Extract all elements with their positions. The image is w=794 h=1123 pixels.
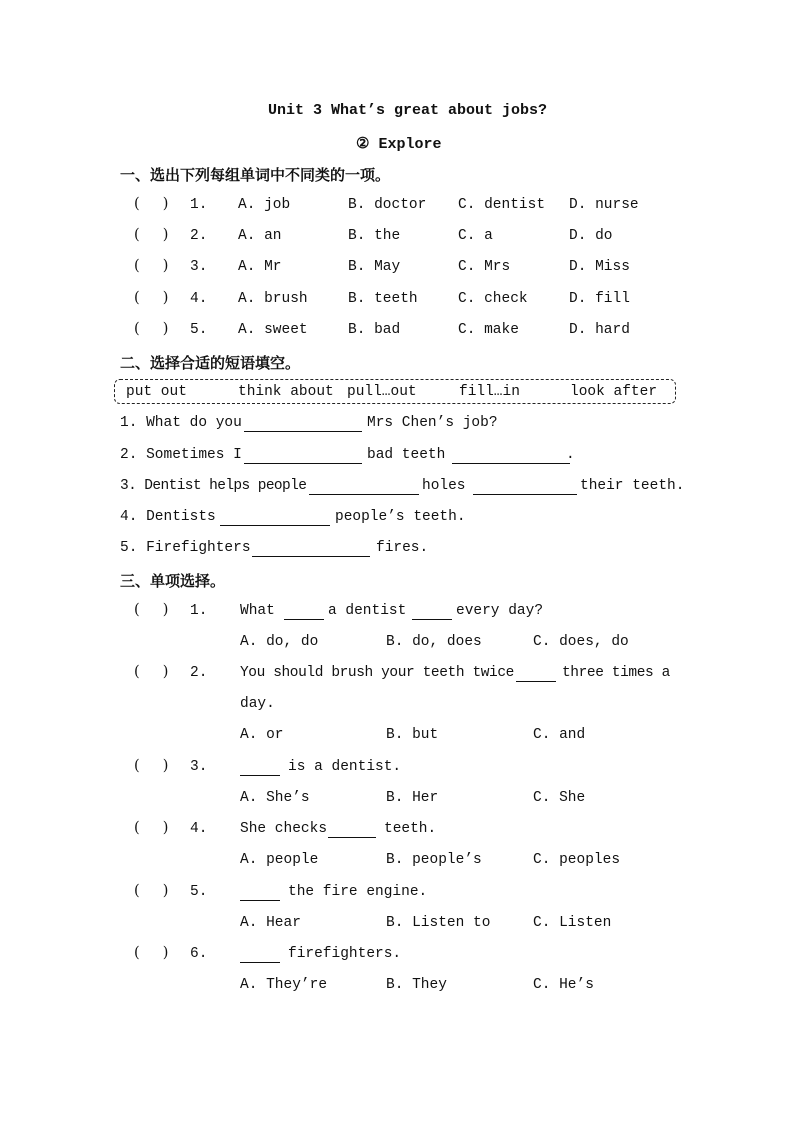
answer-bracket[interactable]: ( ) (134, 664, 169, 680)
option-a: A. people (240, 852, 319, 868)
option-a: A. She’s (240, 790, 310, 806)
item-number: 2. (190, 228, 208, 244)
item-number: 4. (190, 291, 208, 307)
question-text: What (240, 603, 275, 619)
sentence-text: 3. Dentist helps people (120, 478, 307, 494)
sentence-text: Mrs Chen’s job? (367, 415, 498, 431)
question-text: teeth. (384, 821, 437, 837)
option-a: A. or (240, 727, 284, 743)
answer-bracket[interactable]: ( ) (134, 290, 169, 306)
option-a: A. They’re (240, 977, 328, 993)
answer-blank[interactable] (284, 618, 324, 620)
option-a: A. sweet (238, 322, 308, 338)
answer-blank[interactable] (220, 524, 330, 526)
sentence-text: 5. Firefighters (120, 540, 251, 556)
phrase-item: think about (238, 384, 334, 400)
item-number: 3. (190, 759, 208, 775)
question-text: three times a (562, 665, 670, 681)
answer-bracket[interactable]: ( ) (134, 227, 169, 243)
sentence-text: people’s teeth. (335, 509, 466, 525)
option-a: A. job (238, 197, 291, 213)
sentence-text: holes (422, 478, 466, 494)
item-number: 2. (190, 665, 208, 681)
section3-heading: 三、单项选择。 (120, 572, 226, 590)
option-c: C. does, do (533, 634, 629, 650)
option-b: B. the (348, 228, 401, 244)
phrase-item: put out (126, 384, 187, 400)
item-number: 5. (190, 322, 208, 338)
option-d: D. hard (569, 322, 630, 338)
option-d: D. fill (569, 291, 630, 307)
question-text: the fire engine. (288, 884, 428, 900)
answer-bracket[interactable]: ( ) (134, 196, 169, 212)
option-b: B. doctor (348, 197, 427, 213)
question-text: every day? (456, 603, 544, 619)
page-subtitle: ② Explore (356, 136, 442, 153)
answer-blank[interactable] (309, 493, 419, 495)
item-number: 6. (190, 946, 208, 962)
option-d: D. nurse (569, 197, 639, 213)
option-c: C. She (533, 790, 586, 806)
sentence-text: 1. What do you (120, 415, 242, 431)
answer-blank[interactable] (473, 493, 577, 495)
question-text: firefighters. (288, 946, 402, 962)
option-b: B. do, does (386, 634, 482, 650)
option-b: B. Listen to (386, 915, 491, 931)
option-c: C. and (533, 727, 586, 743)
option-c: C. Listen (533, 915, 612, 931)
section1-heading: 一、选出下列每组单词中不同类的一项。 (120, 166, 391, 184)
answer-bracket[interactable]: ( ) (134, 820, 169, 836)
option-b: B. They (386, 977, 447, 993)
answer-blank[interactable] (252, 555, 370, 557)
phrase-item: look after (570, 384, 658, 400)
phrase-item: pull…out (347, 384, 417, 400)
question-text: day. (240, 696, 275, 712)
option-b: B. bad (348, 322, 401, 338)
option-d: D. do (569, 228, 613, 244)
option-c: C. make (458, 322, 519, 338)
answer-blank[interactable] (452, 462, 570, 464)
option-a: A. Hear (240, 915, 301, 931)
option-c: C. a (458, 228, 493, 244)
answer-bracket[interactable]: ( ) (134, 883, 169, 899)
item-number: 5. (190, 884, 208, 900)
section2-heading: 二、选择合适的短语填空。 (120, 354, 301, 372)
sentence-text: . (566, 447, 575, 463)
answer-blank[interactable] (240, 899, 280, 901)
phrase-item: fill…in (459, 384, 520, 400)
question-text: a dentist (328, 603, 407, 619)
option-a: A. brush (238, 291, 308, 307)
page-title: Unit 3 What’s great about jobs? (268, 102, 548, 119)
sentence-text: their teeth. (580, 478, 685, 494)
answer-blank[interactable] (244, 462, 362, 464)
answer-bracket[interactable]: ( ) (134, 258, 169, 274)
option-c: C. Mrs (458, 259, 511, 275)
answer-bracket[interactable]: ( ) (134, 321, 169, 337)
question-text: You should brush your teeth twice (240, 665, 514, 681)
option-b: B. people’s (386, 852, 482, 868)
sentence-text: 2. Sometimes I (120, 447, 242, 463)
option-b: B. May (348, 259, 401, 275)
question-text: She checks (240, 821, 328, 837)
item-number: 1. (190, 603, 208, 619)
answer-bracket[interactable]: ( ) (134, 602, 169, 618)
option-c: C. dentist (458, 197, 546, 213)
answer-blank[interactable] (412, 618, 452, 620)
sentence-text: 4. Dentists (120, 509, 216, 525)
option-c: C. check (458, 291, 528, 307)
answer-blank[interactable] (240, 774, 280, 776)
answer-bracket[interactable]: ( ) (134, 758, 169, 774)
option-b: B. teeth (348, 291, 418, 307)
answer-blank[interactable] (516, 680, 556, 682)
option-d: D. Miss (569, 259, 630, 275)
option-c: C. He’s (533, 977, 594, 993)
option-b: B. Her (386, 790, 439, 806)
answer-blank[interactable] (328, 836, 376, 838)
item-number: 3. (190, 259, 208, 275)
answer-blank[interactable] (240, 961, 280, 963)
sentence-text: bad teeth (367, 447, 446, 463)
option-a: A. an (238, 228, 282, 244)
answer-bracket[interactable]: ( ) (134, 945, 169, 961)
option-a: A. Mr (238, 259, 282, 275)
option-b: B. but (386, 727, 439, 743)
sentence-text: fires. (376, 540, 429, 556)
answer-blank[interactable] (244, 430, 362, 432)
item-number: 4. (190, 821, 208, 837)
option-c: C. peoples (533, 852, 621, 868)
option-a: A. do, do (240, 634, 319, 650)
item-number: 1. (190, 197, 208, 213)
question-text: is a dentist. (288, 759, 402, 775)
